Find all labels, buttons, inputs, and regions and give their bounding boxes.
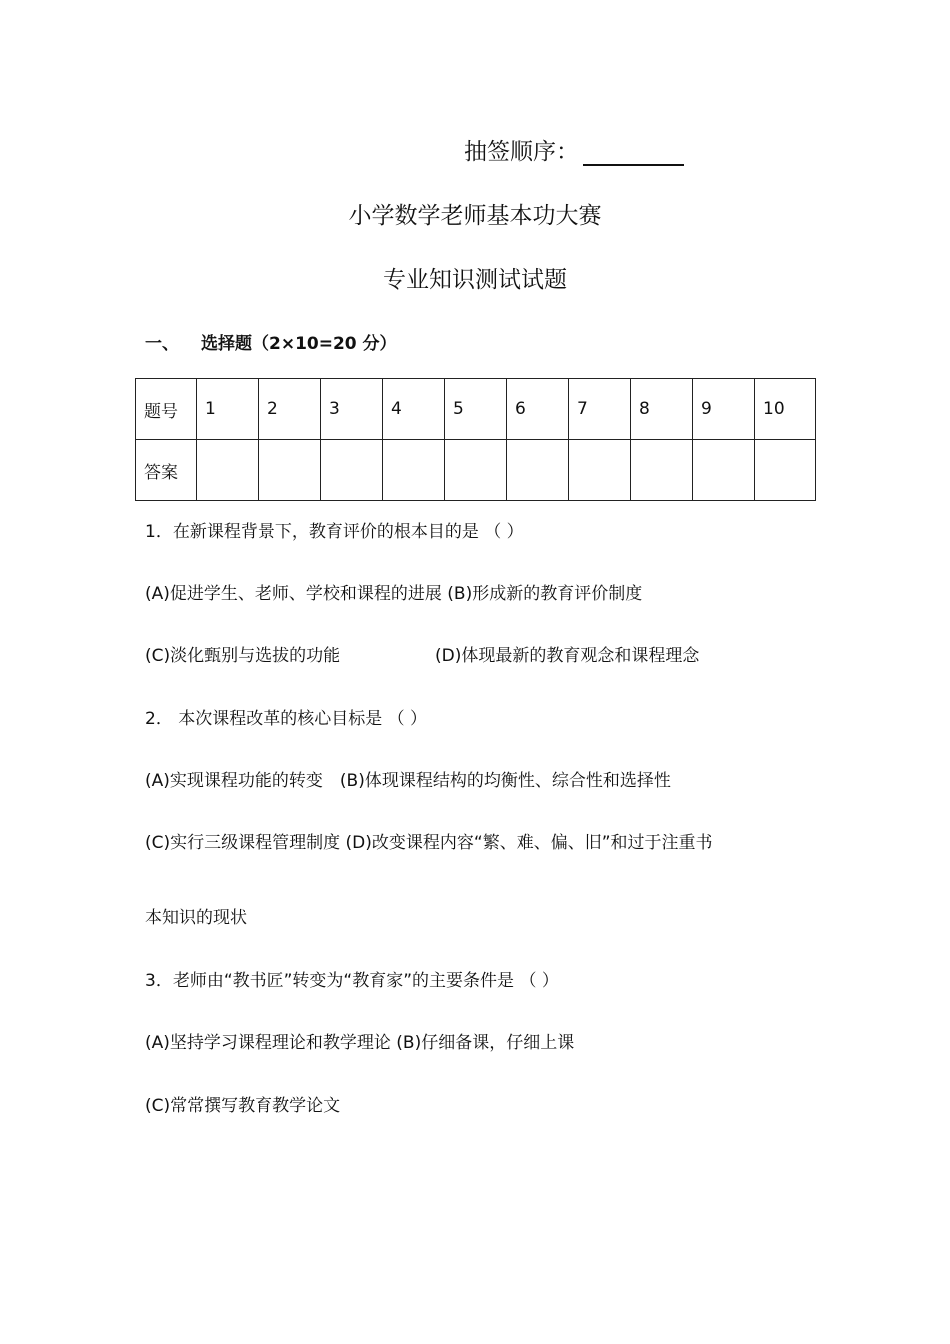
answer-cell[interactable] [259, 440, 321, 501]
question-1-stem: 1．在新课程背景下，教育评价的根本目的是 （ ） [145, 522, 524, 542]
answer-cell[interactable] [755, 440, 816, 501]
question-number-cell: 3 [321, 379, 383, 440]
answer-cell[interactable] [197, 440, 259, 501]
document-subtitle: 专业知识测试试题 [383, 267, 567, 293]
question-1-option-c: (C)淡化甄别与选拔的功能 [145, 646, 341, 666]
answer-cell[interactable] [383, 440, 445, 501]
lottery-order-field [464, 133, 684, 166]
question-number-cell: 9 [693, 379, 755, 440]
answer-cell[interactable] [569, 440, 631, 501]
answer-row [136, 440, 816, 501]
answer-cell[interactable] [631, 440, 693, 501]
question-number-cell: 8 [631, 379, 693, 440]
question-2-options-ab: (A)实现课程功能的转变 (B)体现课程结构的均衡性、综合性和选择性 [145, 771, 671, 791]
question-number-row [136, 379, 816, 440]
question-3-option-c: (C)常常撰写教育教学论文 [145, 1096, 341, 1116]
question-2-stem: 2． 本次课程改革的核心目标是 （ ） [145, 709, 428, 729]
question-1-options-ab: (A)促进学生、老师、学校和课程的进展 (B)形成新的教育评价制度 [145, 584, 643, 604]
question-3-options-ab: (A)坚持学习课程理论和教学理论 (B)仔细备课，仔细上课 [145, 1033, 575, 1053]
question-number-cell: 1 [197, 379, 259, 440]
answer-cell[interactable] [445, 440, 507, 501]
section-title: 选择题（2×10=20 分） [201, 334, 397, 354]
question-number-cell: 7 [569, 379, 631, 440]
question-number-cell: 6 [507, 379, 569, 440]
answer-cell[interactable] [321, 440, 383, 501]
lottery-order-label: 抽签顺序： [464, 139, 579, 165]
question-2-options-cd: (C)实行三级课程管理制度 (D)改变课程内容“繁、难、偏、旧”和过于注重书 [145, 833, 713, 853]
question-1-option-d: (D)体现最新的教育观念和课程理念 [435, 646, 700, 666]
document-title: 小学数学老师基本功大赛 [348, 203, 602, 229]
row-header-answer: 答案 [136, 440, 197, 501]
question-2-options-continued: 本知识的现状 [145, 908, 247, 928]
answer-table [135, 378, 816, 501]
section-heading [145, 329, 397, 354]
lottery-order-blank[interactable] [583, 138, 684, 166]
row-header-question-number: 题号 [136, 379, 197, 440]
question-number-cell: 4 [383, 379, 445, 440]
question-number-cell: 5 [445, 379, 507, 440]
question-number-cell: 2 [259, 379, 321, 440]
question-number-cell: 10 [755, 379, 816, 440]
section-number: 一、 [145, 334, 179, 354]
answer-cell[interactable] [507, 440, 569, 501]
question-3-stem: 3．老师由“教书匠”转变为“教育家”的主要条件是 （ ） [145, 971, 559, 991]
answer-cell[interactable] [693, 440, 755, 501]
